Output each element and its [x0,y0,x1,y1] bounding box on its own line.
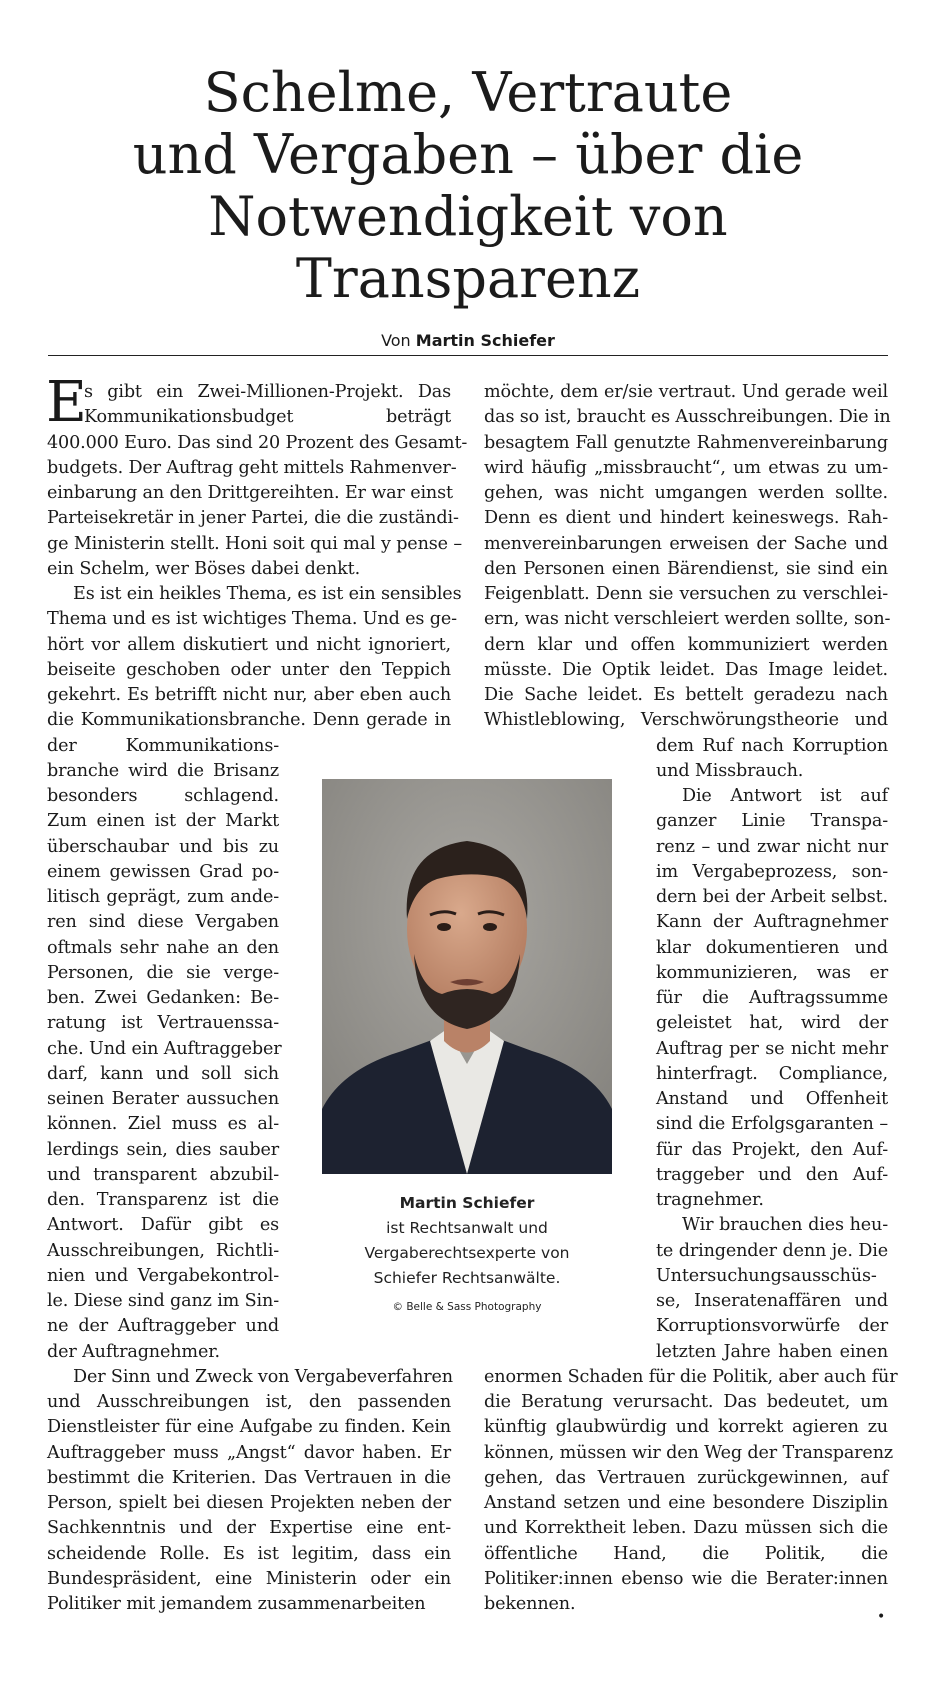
body-text-line: die Kommunikationsbranche. Denn gerade in [47,710,451,731]
body-text-line: che. Und ein Auftraggeber [47,1038,282,1059]
body-text-line: einem gewissen Grad po- [47,861,279,882]
body-text-line: oftmals sehr nahe an den [47,937,279,958]
headline-line: Transparenz [295,247,641,310]
body-text-line: Dienstleister für eine Aufgabe zu finden. Kein [47,1417,451,1438]
portrait-image [322,779,612,1174]
body-text-line: branche wird die Brisanz [47,760,279,781]
body-text-line: le. Diese sind ganz im Sin- [47,1291,279,1311]
body-text-line: Antwort. Dafür gibt es [47,1215,279,1236]
author-photo [322,779,612,1174]
body-text-line: Feigenblatt. Denn sie versuchen zu verschlei- [484,584,888,604]
body-text-line: Bundespräsident, eine Ministerin oder ein [47,1568,451,1589]
body-text-line: Sachkenntnis und der Expertise eine ent- [47,1518,451,1539]
body-text-line: überschaubar und bis zu [47,836,279,857]
body-text-line: seinen Berater aussuchen [47,1089,279,1109]
body-text-line: gehen, das Vertrauen zurückgewinnen, auf [484,1467,888,1488]
body-text-line: hört vor allem diskutiert und nicht ignoriert, [47,634,451,655]
byline-prefix: Von [381,331,416,350]
body-text-line: traggeber und den Auf- [656,1164,888,1185]
body-text-line: gehen, was nicht umgangen werden sollte. [484,483,888,503]
body-text-line: renz – und zwar nicht nur [656,836,888,857]
body-text-line: Thema und es ist wichtiges Thema. Und es ge- [47,609,457,630]
body-text-line: der Auftragnehmer. [47,1341,220,1362]
body-text-line: nien und Vergabekontrol- [47,1265,279,1286]
body-text-line: Parteisekretär in jener Partei, die die zuständi- [47,508,459,529]
body-text-line: das so ist, braucht es Ausschreibungen. Die in [484,407,891,428]
body-text-line: im Vergabeprozess, son- [656,861,888,882]
body-text-line: gekehrt. Es betrifft nicht nur, aber eben auch [47,685,451,705]
body-text-line: können. Ziel muss es al- [47,1114,279,1135]
body-text-line: menvereinbarungen erweisen der Sache und [484,533,888,554]
body-text-line: Der Sinn und Zweck von Vergabeverfahren [73,1366,453,1387]
body-text-line: 400.000 Euro. Das sind 20 Prozent des Gesamt- [47,432,468,453]
body-text-line: Auftraggeber muss „Angst“ davor haben. Er [47,1442,451,1463]
body-text-line: müsste. Die Optik leidet. Das Image leidet. [484,659,888,680]
drop-cap: E [46,370,87,435]
caption-line: Vergaberechtsexperte von [364,1244,570,1262]
body-text-line: Die Sache leidet. Es bettelt geradezu nach [484,685,888,705]
caption-line: Schiefer Rechtsanwälte. [373,1269,561,1287]
photo-credit: © Belle & Sass Photography [392,1301,542,1313]
body-text-line: bestimmt die Kriterien. Das Vertrauen in die [47,1467,451,1488]
body-text-line: te dringender denn je. Die [656,1240,888,1261]
byline-author: Martin Schiefer [415,331,555,350]
body-text-line: ge Ministerin stellt. Honi soit qui mal y pense – [47,533,462,554]
body-text-line: ben. Zwei Gedanken: Be- [47,988,279,1008]
caption-name: Martin Schiefer [399,1194,535,1212]
body-text-line: können, müssen wir den Weg der Transparenz [484,1442,893,1463]
body-text-line: besagtem Fall genutzte Rahmenvereinbarung [484,432,888,453]
body-text-line: enormen Schaden für die Politik, aber auch für [484,1366,898,1387]
byline [48,331,888,351]
body-text-line: lerdings sein, dies sauber [47,1139,279,1160]
headline-line: und Vergaben – über die [132,123,804,186]
body-text-line: tragnehmer. [656,1190,764,1210]
byline-divider [48,355,888,356]
body-text-line: Anstand setzen und eine besondere Disziplin [484,1493,888,1513]
body-text-line: geleistet hat, wird der [656,1013,888,1034]
headline-line: Notwendigkeit von [208,185,728,248]
body-text-line: einbarung an den Drittgereihten. Er war einst [47,483,453,503]
body-text-line: sind die Erfolgsgaranten – [656,1114,888,1135]
body-text-line: Kann der Auftragnehmer [656,912,888,933]
body-text-line: ern, was nicht verschleiert werden sollte, son- [484,609,891,630]
body-text-line: ganzer Linie Transpa- [656,811,888,832]
body-text-line: wird häufig „missbraucht“, um etwas zu um- [484,457,888,478]
body-text-line: die Beratung verursacht. Das bedeutet, um [484,1392,888,1412]
body-text-line: Denn es dient und hindert keineswegs. Rah- [484,508,888,529]
body-text-line: möchte, dem er/sie vertraut. Und gerade weil [484,382,888,402]
body-text-line: ren sind diese Vergaben [47,912,279,933]
body-text-line: der Kommunikations- [47,735,279,756]
body-text-line: litisch geprägt, zum ande- [47,887,279,907]
body-text-line: scheidende Rolle. Es ist legitim, dass ein [47,1543,451,1564]
body-text-line: Whistleblowing, Verschwörungstheorie und [484,710,888,731]
body-text-line: ein Schelm, wer Böses dabei denkt. [47,558,361,579]
body-text-line: hinterfragt. Compliance, [656,1063,888,1084]
body-text-line: ratung ist Vertrauenssa- [47,1013,279,1034]
body-text-line: budgets. Der Auftrag geht mittels Rahmenver- [47,457,457,478]
body-text-line: öffentliche Hand, die Politik, die [484,1543,888,1564]
caption-line: ist Rechtsanwalt und [386,1219,548,1237]
body-text-line: Korruptionsvorwürfe der [656,1316,888,1337]
body-text-line: und transparent abzubil- [47,1164,279,1185]
body-text-line: Kommunikationsbudget beträgt [84,407,451,428]
body-text-line: Ausschreibungen, Richtli- [47,1240,279,1261]
body-text-line: ne der Auftraggeber und [47,1316,279,1337]
body-text-line: Anstand und Offenheit [656,1089,888,1109]
body-text-line: den. Transparenz ist die [47,1190,279,1210]
body-text-line: Untersuchungsausschüs- [656,1265,877,1286]
article-headline [48,62,888,310]
body-text-line: künftig glaubwürdig und korrekt agieren zu [484,1417,888,1438]
headline-line: Schelme, Vertraute [203,61,733,124]
body-text-line: s gibt ein Zwei-Millionen-Projekt. Das [84,382,451,402]
body-text-line: Person, spielt bei diesen Projekten neben der [47,1493,451,1513]
body-text-line: beiseite geschoben oder unter den Teppich [47,659,451,680]
body-text-line: darf, kann und soll sich [47,1063,279,1084]
body-text-line: den Personen einen Bärendienst, sie sind ein [484,558,888,579]
body-text-line: kommunizieren, was er [656,962,888,983]
body-text-line: und Korrektheit leben. Dazu müssen sich die [484,1518,888,1539]
body-text-line: Zum einen ist der Markt [47,811,279,832]
body-text-line: besonders schlagend. [47,786,279,806]
body-text-line: und Ausschreibungen ist, den passenden [47,1392,451,1412]
body-text-line: Politiker mit jemandem zusammenarbeiten [47,1594,426,1614]
body-text-line: Die Antwort ist auf [682,786,888,806]
body-text-line: dern bei der Arbeit selbst. [656,887,888,907]
body-text-line: für die Auftragssumme [656,988,888,1008]
body-text-line: se, Inseratenaffären und [656,1291,888,1311]
body-text-line: Wir brauchen dies heu- [682,1215,888,1236]
body-text-line: dern klar und offen kommuniziert werden [484,634,888,655]
body-text-line: Auftrag per se nicht mehr [656,1038,888,1059]
body-text-line: bekennen. [484,1594,576,1614]
body-text-line: klar dokumentieren und [656,937,888,958]
body-text-line: dem Ruf nach Korruption [656,735,888,756]
body-text-line: letzten Jahre haben einen [656,1341,888,1362]
body-text-line: Es ist ein heikles Thema, es ist ein sensibles [73,584,462,604]
body-text-line: für das Projekt, den Auf- [656,1139,888,1160]
body-text-line: Personen, die sie verge- [47,962,279,983]
body-text-line: Politiker:innen ebenso wie die Berater:innen [484,1568,888,1589]
body-text-line: und Missbrauch. [656,760,804,781]
end-mark: • [877,1609,886,1625]
